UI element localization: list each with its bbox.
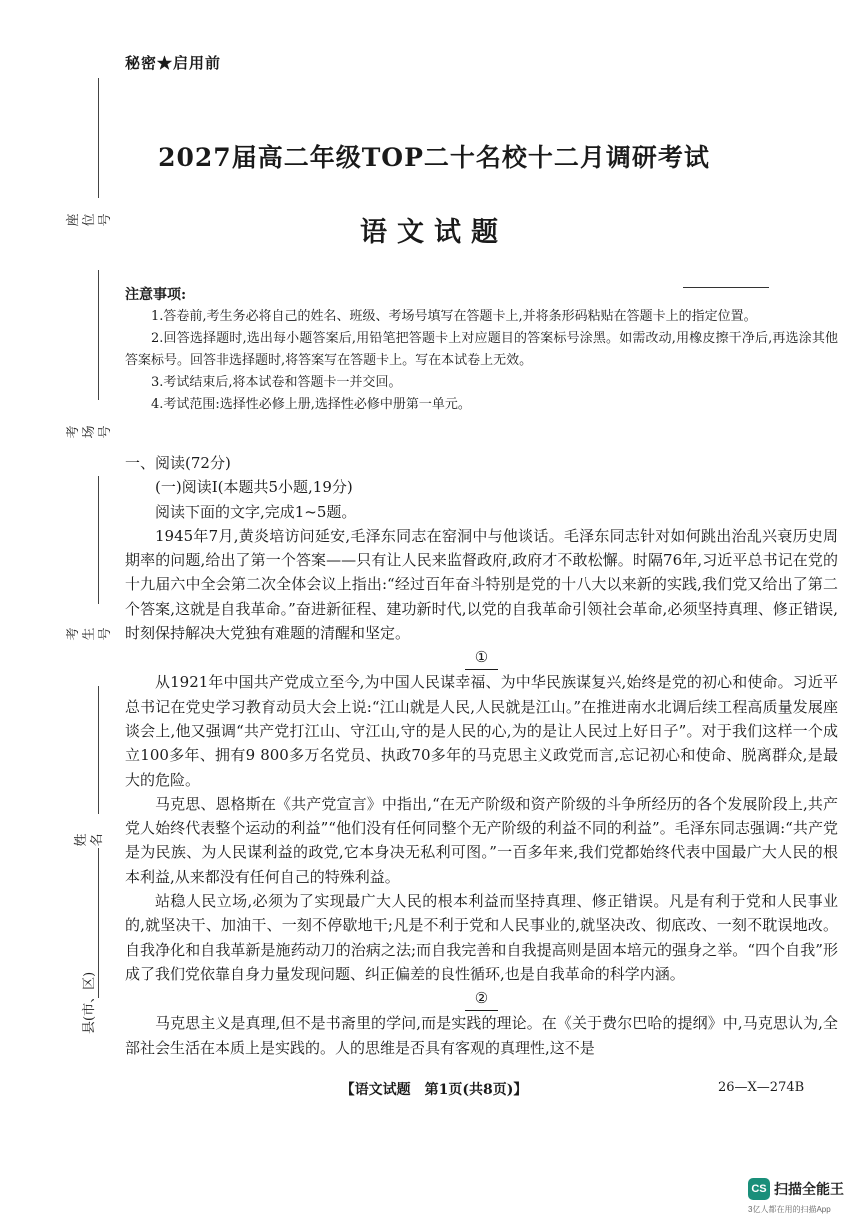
subject-title: 语文试题 xyxy=(360,217,508,248)
note-item: 4.考试范围:选择性必修上册,选择性必修中册第一单元。 xyxy=(151,397,471,412)
county-label: 县(市、区) xyxy=(82,971,97,1034)
passage-paragraph: 1945年7月,黄炎培访问延安,毛泽东同志在窑洞中与他谈话。毛泽东同志针对如何跳出治乱兴衰历史周期率的问题,给出了第一个答案——只有让人民来监督政府,政府才不敢松懈。时隔76年,习近平总书记在党的十九届六中全会第二次全体会议上指出:“经过百年奋斗特别是党的十八大以来新的实践,我们党又给出了第二个答案,这就是自我革命。”奋进新征程、建功新时代,以党的自我革命引领社会革命,必须坚持真理、修正错误,时刻保持解决大党独有难题的清醒和坚定。 xyxy=(125,526,838,643)
note-item: 3.考试结束后,将本试卷和答题卡一并交回。 xyxy=(151,375,402,390)
exam-notes xyxy=(125,284,838,416)
binding-line-room xyxy=(98,270,99,400)
passage-paragraph: 站稳人民立场,必须为了实现最广大人民的根本利益而坚持真理、修正错误。凡是有利于党和人民事业的,就坚决干、加油干、一刻不停歇地干;凡是不利于党和人民事业的,就坚决改、彻底改、一刻不耽误地改。自我净化和自我革新是施药动刀的治病之法;而自我完善和自我提高则是固本培元的强身之举。“四个自我”形成了我们党依靠自身力量发现问题、纠正偏差的良性循环,也是自我革命的科学内涵。 xyxy=(125,892,838,983)
section-marker-1: ① xyxy=(125,645,838,670)
page-footer: 【语文试题 第1页(共8页)】 xyxy=(340,1082,528,1098)
seat-number-label: 座位号 xyxy=(66,213,113,227)
secret-mark: 秘密★启用前 xyxy=(125,54,222,72)
reading-section xyxy=(125,451,838,1060)
camscanner-name: 扫描全能王 xyxy=(774,1181,844,1197)
passage-paragraph: 从1921年中国共产党成立至今,为中国人民谋幸福、为中华民族谋复兴,始终是党的初心和使命。习近平总书记在党史学习教育动员大会上说:“江山就是人民,人民就是江山。”在推进南水北调后续工程高质量发展座谈会上,他又强调“共产党打江山、守江山,守的是人民的心,为的是让人民过上好日子”。对于我们这样一个成立100多年、拥有9 800多万名党员、执政70多年的马克思主义政党而言,忘记初心和使命、脱离群众,是最大的危险。 xyxy=(125,673,838,789)
notes-heading: 注意事项: xyxy=(125,287,187,303)
student-number-label: 考生号 xyxy=(66,627,113,641)
binding-line-student xyxy=(98,476,99,604)
note-item: 2.回答选择题时,选出每小题答案后,用铅笔把答题卡上对应题目的答案标号涂黑。如需改动,用橡皮擦干净后,再选涂其他答案标号。回答非选择题时,将答案写在答题卡上。写在本试卷上无效。 xyxy=(125,331,838,368)
camscanner-tagline: 3亿人都在用的扫描App xyxy=(748,1205,831,1214)
exam-room-label: 考场号 xyxy=(66,425,113,439)
reading-instruction: 阅读下面的文字,完成1~5题。 xyxy=(155,502,357,521)
section-heading: 一、阅读(72分) xyxy=(125,454,231,472)
subsection-heading: (一)阅读Ⅰ(本题共5小题,19分) xyxy=(155,478,353,497)
paper-code: 26—X—274B xyxy=(718,1080,805,1095)
section-marker-2: ② xyxy=(125,986,838,1011)
binding-line-name xyxy=(98,686,99,814)
passage-paragraph: 马克思、恩格斯在《共产党宣言》中指出,“在无产阶级和资产阶级的斗争所经历的各个发展阶段上,共产党人始终代表整个运动的利益”“他们没有任何同整个无产阶级的利益不同的利益”。毛泽东同志强调:“共产党是为民族、为人民谋利益的政党,它本身决无私利可图。”一百多年来,我们党都始终代表中国最广大人民的根本利益,从来都没有任何自己的特殊利益。 xyxy=(125,794,838,886)
camscanner-logo-icon: CS xyxy=(748,1178,770,1200)
note-item: 1.答卷前,考生务必将自己的姓名、班级、考场号填写在答题卡上,并将条形码粘贴在答题卡上的指定位置。 xyxy=(151,309,757,324)
passage-paragraph: 马克思主义是真理,但不是书斋里的学问,而是实践的理论。在《关于费尔巴哈的提纲》中,马克思认为,全部社会生活在本质上是实践的。人的思维是否具有客观的真理性,这不是 xyxy=(125,1014,838,1057)
exam-title: 2027届高二年级TOP二十名校十二月调研考试 xyxy=(158,143,710,172)
name-label: 姓名 xyxy=(74,833,105,847)
binding-line-county xyxy=(98,848,99,998)
